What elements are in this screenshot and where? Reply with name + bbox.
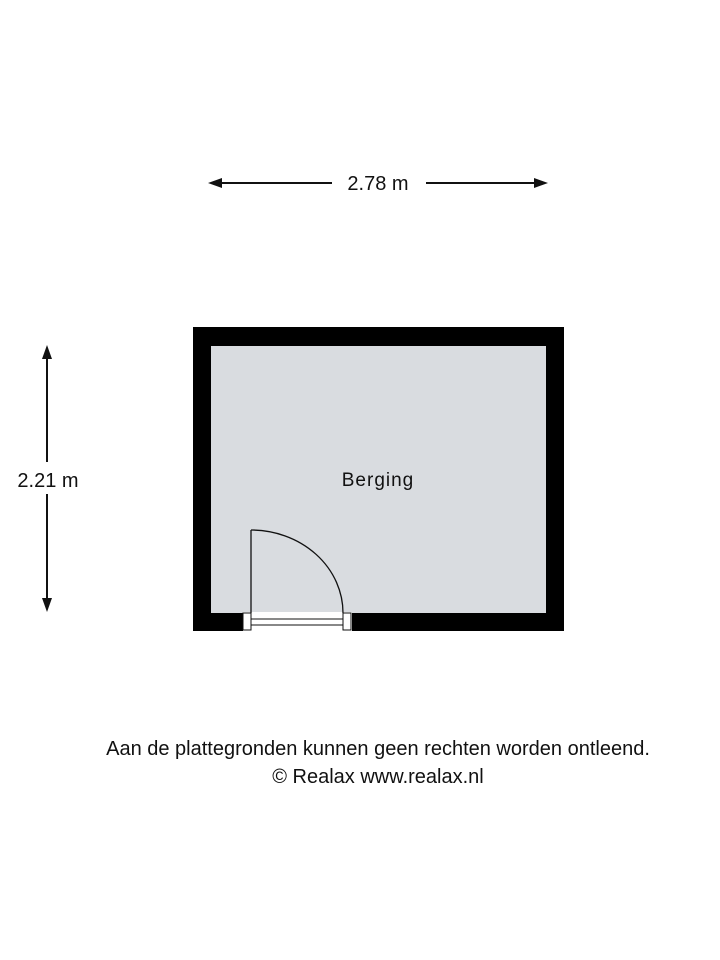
width-dimension	[208, 173, 548, 195]
arrow-down-icon	[42, 598, 52, 612]
height-dimension	[17, 345, 78, 612]
disclaimer-text: Aan de plattegronden kunnen geen rechten worden ontleend.	[106, 738, 650, 760]
door-jamb-right	[343, 613, 351, 630]
room-name: Berging	[341, 470, 415, 491]
arrow-right-icon	[534, 178, 548, 188]
room-berging	[193, 327, 564, 632]
height-label: 2.21 m	[17, 470, 79, 492]
copyright-text: © Realax www.realax.nl	[272, 766, 484, 788]
door-opening	[243, 612, 352, 632]
door-jamb-left	[243, 613, 251, 630]
width-label: 2.78 m	[347, 173, 409, 195]
arrow-left-icon	[208, 178, 222, 188]
